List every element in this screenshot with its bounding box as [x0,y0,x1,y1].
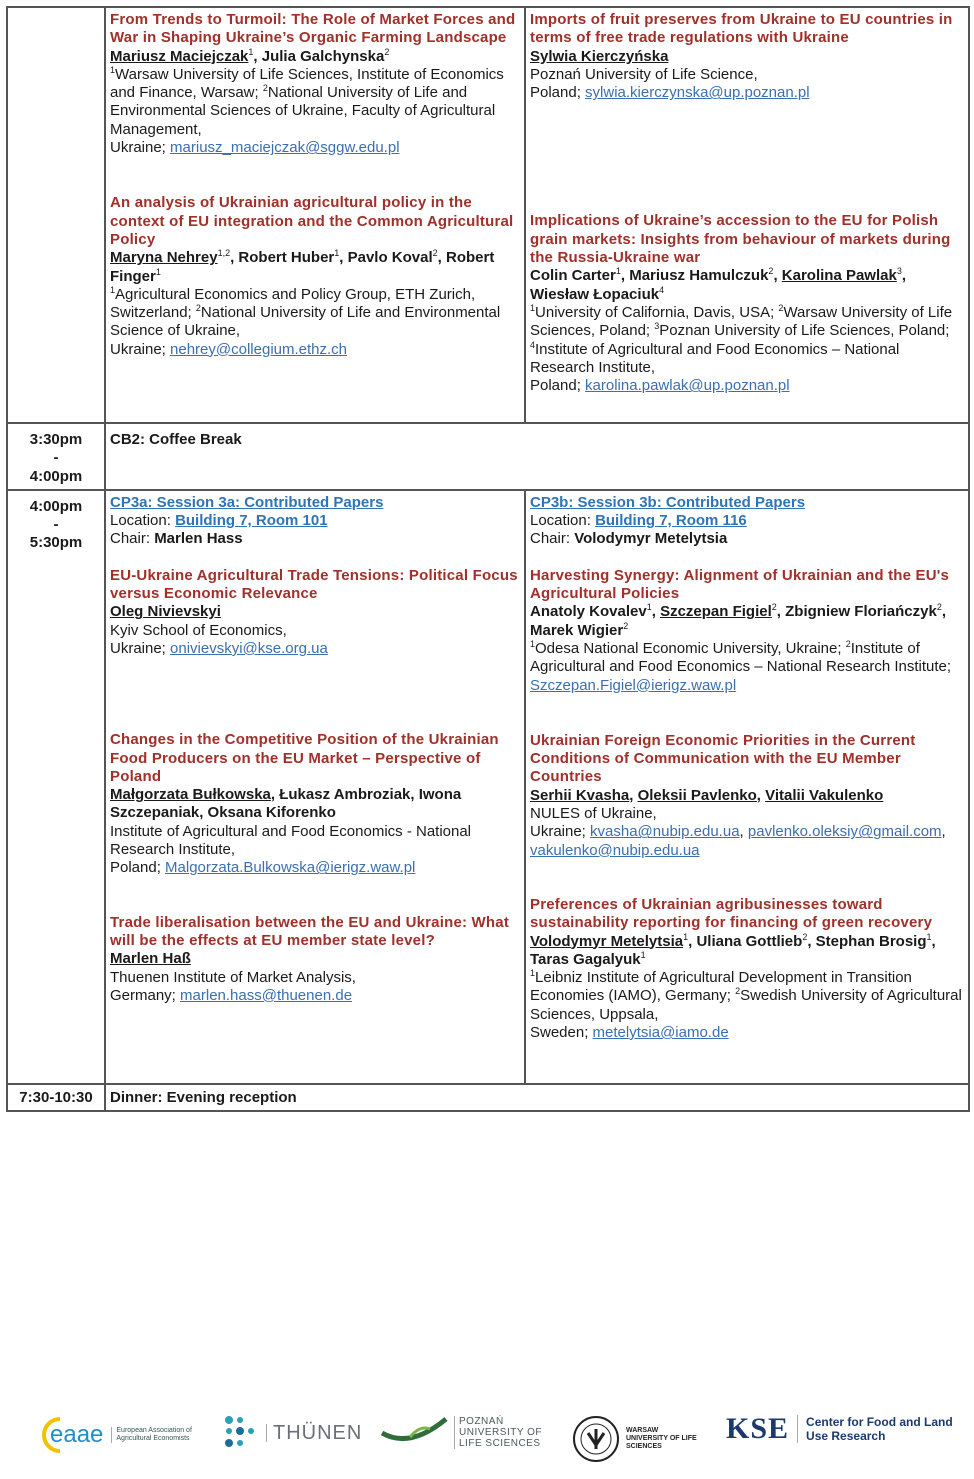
paper-title: Harvesting Synergy: Alignment of Ukrainian and the EU's Agricultural Policies [530,566,950,603]
session-location: Location: Building 7, Room 116 [530,512,747,530]
right-column-block1 [525,7,969,423]
paper-item [530,896,964,1042]
session-chair: Chair: Marlen Hass [110,530,243,548]
paper-authors: Małgorzata Bułkowska, Łukasz Ambroziak, Iwona Szczepaniak, Oksana Kiforenko [110,786,462,822]
email-link[interactable]: metelytsia@iamo.de [592,1024,729,1042]
session-title [110,494,520,512]
paper-affiliation: NULES of Ukraine, [530,805,657,823]
time-cell-empty [7,7,105,423]
email-link[interactable]: karolina.pawlak@up.poznan.pl [585,377,790,395]
paper-affiliation: Institute of Agricultural and Food Economics - National Research Institute, [110,822,472,859]
session-title [530,494,964,512]
paper-authors: Anatoly Kovalev$^1$, Szczepan Figiel$^2$, Zbigniew Floriańczyk$^2$, Marek Wigier$^2$ [530,602,947,639]
paper-authors: Oleg Nivievskyi [110,603,221,621]
paper-item [530,11,964,102]
paper-authors: Maryna Nehrey$^{1,2}$, Robert Huber$^1$, Pavlo Koval$^2$, Robert Finger$^1$ [110,248,495,285]
paper-title: Imports of fruit preserves from Ukraine to EU countries in terms of free trade regulations with Ukraine [530,11,953,47]
email-link[interactable]: pavlenko.oleksiy@gmail.com [747,823,942,841]
paper-contact: Poland; sylwia.kierczynska@up.poznan.pl [530,84,810,102]
papers-block-row [7,7,969,423]
paper-contact: Poland; karolina.pawlak@up.poznan.pl [530,377,790,395]
sponsor-logos [0,1405,974,1475]
thuenen-logo: THÜNEN [224,1415,362,1451]
coffee-row [7,423,969,490]
paper-authors: Mariusz Maciejczak$^1$, Julia Galchynska$^2$ [110,46,390,65]
session-location: Location: Building 7, Room 101 [110,512,328,530]
paper-affiliation: $^1$University of California, Davis, USA; $^2$Warsaw University of Life Sciences, Poland; $^3$Poznan University of Life Sciences, Poland; $^4$Institute of Agricultural and Food Economics – National Research Institute, [530,302,953,376]
paper-item [110,731,520,877]
session-chair: Chair: Volodymyr Metelytsia [530,530,728,548]
paper-title: EU-Ukraine Agricultural Trade Tensions: Political Focus versus Economic Relevance [110,566,518,603]
email-link[interactable]: nehrey@collegium.ethz.ch [170,340,348,358]
programme-table [6,6,970,1112]
email-link[interactable]: Malgorzata.Bulkowska@ierigz.waw.pl [165,859,416,877]
paper-title: From Trends to Turmoil: The Role of Market Forces and War in Shaping Ukraine’s Organic Farming Landscape [110,11,516,47]
dinner-label: Dinner: Evening reception [105,1084,969,1111]
session-3b-link[interactable]: CP3b: Session 3b: Contributed Papers [530,493,806,511]
paper-contact: Ukraine; kvasha@nubip.edu.ua, pavlenko.oleksiy@gmail.com, vakulenko@nubip.edu.ua [530,823,946,859]
location-link[interactable]: Building 7, Room 101 [175,512,328,530]
paper-contact: Ukraine; mariusz_maciejczak@sggw.edu.pl [110,139,400,157]
email-link[interactable]: Szczepan.Figiel@ierigz.waw.pl [530,676,737,694]
paper-contact: Ukraine; onivievskyi@kse.org.ua [110,639,328,657]
paper-item [530,212,964,395]
email-link[interactable]: onivievskyi@kse.org.ua [170,639,328,657]
paper-item [530,567,964,695]
email-link[interactable]: mariusz_maciejczak@sggw.edu.pl [170,139,400,157]
paper-affiliation: Poznań University of Life Science, [530,65,758,83]
coffee-label: CB2: Coffee Break [105,423,969,490]
session-time: 4:00pm - 5:30pm [7,490,105,1084]
paper-affiliation: $^1$Warsaw University of Life Sciences, Institute of Economics and Finance, Warsaw; $^2$National University of Life and Environmental Sciences of Ukraine, Faculty of Agricultural Management, [110,64,504,138]
session-3a [105,490,525,1084]
paper-title: Changes in the Competitive Position of the Ukrainian Food Producers on the EU Market – Perspective of Poland [110,731,499,785]
paper-authors: Volodymyr Metelytsia$^1$, Uliana Gottlieb$^2$, Stephan Brosig$^1$, Taras Gagalyuk$^1$ [530,931,936,968]
dinner-time: 7:30-10:30 [7,1084,105,1111]
session-3a-link[interactable]: CP3a: Session 3a: Contributed Papers [110,493,384,511]
paper-title: Implications of Ukraine’s accession to the EU for Polish grain markets: Insights from behaviour of markets during the Russia-Ukraine war [530,212,951,267]
email-link[interactable]: kvasha@nubip.edu.ua [590,823,740,841]
warsaw-seal-icon [572,1415,620,1463]
paper-contact: Ukraine; nehrey@collegium.ethz.ch [110,340,348,358]
poznan-leaf-icon [380,1415,448,1449]
paper-authors: Serhii Kvasha, Oleksii Pavlenko, Vitalii Vakulenko [530,786,884,804]
paper-item [110,914,520,1005]
email-link[interactable]: marlen.hass@thuenen.de [180,986,353,1004]
paper-item [530,732,964,860]
sessions-row [7,490,969,1084]
paper-contact: Poland; Malgorzata.Bulkowska@ierigz.waw.pl [110,859,416,877]
paper-title: Trade liberalisation between the EU and Ukraine: What will be the effects at EU member state level? [110,913,510,949]
paper-authors: Sylwia Kierczyńska [530,47,669,65]
coffee-time: 3:30pm - 4:00pm [7,423,105,490]
paper-title: Preferences of Ukrainian agribusinesses toward sustainability reporting for financing of green recovery [530,895,933,932]
paper-item [110,11,520,157]
warsaw-logo: WARSAW UNIVERSITY OF LIFE SCIENCES [572,1415,700,1463]
paper-title: Ukrainian Foreign Economic Priorities in the Current Conditions of Communication with the EU Member Countries [530,731,916,786]
session-3b [525,490,969,1084]
poznan-logo: POZNAŃ UNIVERSITY OF LIFE SCIENCES [380,1415,551,1449]
email-link[interactable]: vakulenko@nubip.edu.ua [530,841,700,859]
kse-logo: KSE Center for Food and Land Use Research [726,1415,956,1443]
paper-affiliation: Thuenen Institute of Market Analysis, [110,968,356,986]
left-column-block1 [105,7,525,423]
email-link[interactable]: sylwia.kierczynska@up.poznan.pl [585,84,810,102]
paper-item [110,567,520,658]
paper-item [110,194,520,359]
paper-affiliation: $^1$Odesa National Economic University, Ukraine; $^2$Institute of Agricultural and Food Economics – National Research Institute; Szczepan.Figiel@ierigz.waw.pl [530,638,952,694]
paper-affiliation: $^1$Leibniz Institute of Agricultural Development in Transition Economies (IAMO), Germany; $^2$Swedish University of Agricultural Sciences, Uppsala, [530,968,962,1023]
paper-contact: Sweden; metelytsia@iamo.de [530,1024,729,1042]
paper-affiliation: $^1$Agricultural Economics and Policy Group, ETH Zurich, Switzerland; $^2$National University of Life and Environmental Science of Ukraine, [110,284,501,340]
dinner-row [7,1084,969,1111]
paper-title: An analysis of Ukrainian agricultural policy in the context of EU integration and the Common Agricultural Policy [110,194,514,248]
paper-authors: Marlen Haß [110,950,191,968]
paper-authors: Colin Carter$^1$, Mariusz Hamulczuk$^2$, Karolina Pawlak$^3$, Wiesław Łopaciuk$^4$ [530,266,907,303]
location-link[interactable]: Building 7, Room 116 [595,512,747,530]
paper-affiliation: Kyiv School of Economics, [110,621,287,639]
paper-contact: Germany; marlen.hass@thuenen.de [110,986,353,1004]
thuenen-dots-icon [224,1415,260,1451]
eaae-logo: eaae European Association of Agricultural Economists [38,1415,196,1455]
